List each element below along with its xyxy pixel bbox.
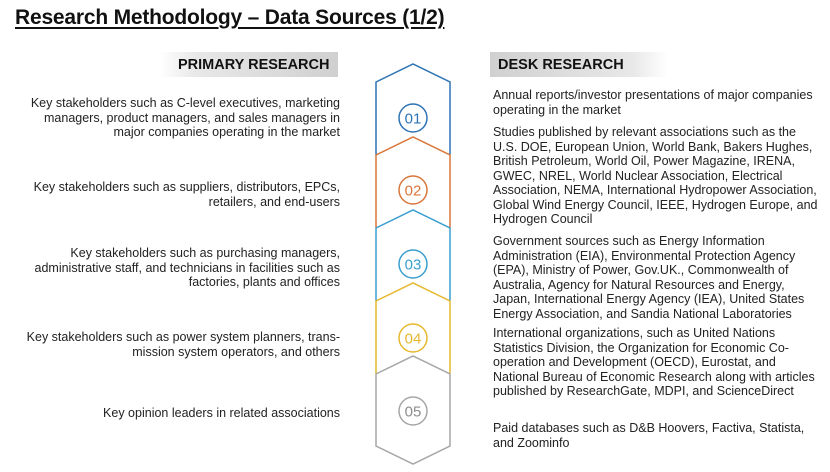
- hexagon-step-1-number: 01: [404, 110, 422, 128]
- hexagon-step-4-number: 04: [404, 330, 422, 348]
- primary-item-2: Key stakeholders such as suppliers, distributors, EPCs, retailers, and end-users: [33, 180, 340, 209]
- primary-item-3: Key stakeholders such as purchasing managers, administrative staff, and technicians in facilities such as factories, plants and offices: [34, 246, 340, 289]
- desk-item-5: Paid databases such as D&B Hoovers, Factiva, Statista, and Zoominfo: [493, 421, 805, 450]
- desk-item-1: Annual reports/investor presentations of major companies operating in the market: [493, 88, 813, 117]
- hexagon-step-5-number: 05: [404, 403, 422, 421]
- desk-item-3: Government sources such as Energy Information Administration (EIA), Environmental Protection Agency (EPA), Ministry of Power, Gov.UK., Commonwealth of Australia, Agency for Natural Resources and Energy, Japan, International Energy Agency (IEA), United States Energy Association, and Sandia National Laboratories: [493, 234, 805, 321]
- hexagon-step-3-number: 03: [404, 256, 422, 274]
- desk-item-4: International organizations, such as United Nations Statistics Division, the Organization for Economic Co-operation and Development (OECD), Eurostat, and National Bureau of Economic Research along with articles published by ResearchGate, MDPI, and ScienceDirect: [493, 326, 815, 398]
- primary-item-5: Key opinion leaders in related associations: [103, 406, 340, 420]
- desk-research-header-label: DESK RESEARCH: [498, 56, 624, 73]
- primary-research-header-label: PRIMARY RESEARCH: [178, 56, 330, 73]
- hexagon-step-2-number: 02: [404, 182, 422, 200]
- page-title: Research Methodology – Data Sources (1/2): [15, 6, 445, 29]
- primary-item-1: Key stakeholders such as C-level executives, marketing managers, product managers, and sales managers in major companies operating in the market: [30, 96, 340, 139]
- hexagon-step-5: [376, 356, 450, 464]
- primary-item-4: Key stakeholders such as power system planners, trans-mission system operators, and others: [26, 330, 340, 359]
- desk-item-2: Studies published by relevant associations such as the U.S. DOE, European Union, World Bank, Bakers Hughes, British Petroleum, World Oil, Power Magazine, IRENA, GWEC, NREL, World Nuclear Association, Electrical Association, NEMA, International Hydropower Association, Global Wind Energy Council, IEEE, Hydrogen Europe, and Hydrogen Council: [493, 125, 818, 226]
